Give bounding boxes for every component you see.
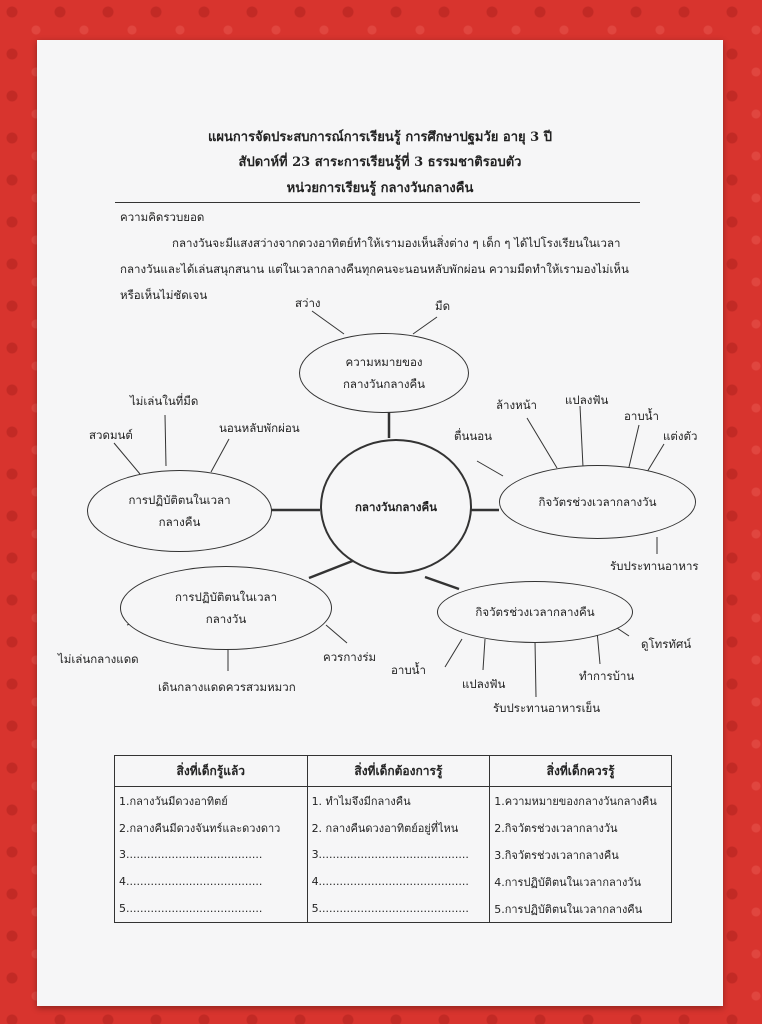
leaf-eat-meal: รับประทานอาหาร	[610, 559, 699, 573]
header-known: สิ่งที่เด็กรู้แล้ว	[115, 756, 308, 787]
leaf-wash-face: ล้างหน้า	[496, 398, 538, 412]
table-cell: 3...........................................	[307, 841, 490, 868]
center-topic	[320, 439, 472, 574]
header-want-to-know: สิ่งที่เด็กต้องการรู้	[307, 756, 490, 787]
table-row	[115, 868, 672, 895]
table-cell: 4.การปฏิบัติตนในเวลากลางวัน	[490, 868, 672, 895]
table-row	[115, 895, 672, 923]
table-cell: 1. ทำไมจึงมีกลางคืน	[307, 787, 490, 815]
table-cell: 2.กลางคืนมีดวงจันทร์และดวงดาว	[115, 814, 308, 841]
table-cell: 1.ความหมายของกลางวันกลางคืน	[490, 787, 672, 815]
week-subtitle: สัปดาห์ที่ 23 สาระการเรียนรู้ที่ 3 ธรรมชาติรอบตัว	[238, 155, 522, 170]
kwl-table	[114, 755, 672, 923]
leaf-no-play-dark: ไม่เล่นในที่มืด	[130, 394, 199, 408]
leaf-bright: สว่าง	[295, 296, 321, 310]
node-day-practice-line1: การปฏิบัติตนในเวลา	[174, 590, 278, 604]
node-day-activities-label: กิจวัตรช่วงเวลากลางวัน	[538, 495, 657, 509]
leaf-wake-up: ตื่นนอน	[454, 429, 492, 443]
unit-title: หน่วยการเรียนรู้ กลางวันกลางคืน	[286, 181, 474, 196]
node-night-activities	[437, 581, 633, 643]
leaf-homework: ทำการบ้าน	[579, 669, 635, 683]
table-row	[115, 787, 672, 815]
table-cell: 2.กิจวัตรช่วงเวลากลางวัน	[490, 814, 672, 841]
document-page	[37, 40, 723, 1006]
table-cell: 2. กลางคืนดวงอาทิตย์อยู่ที่ไหน	[307, 814, 490, 841]
center-topic-label: กลางวันกลางคืน	[354, 499, 438, 514]
plan-title: แผนการจัดประสบการณ์การเรียนรู้ การศึกษาปฐมวัย อายุ 3 ปี	[208, 130, 552, 145]
node-meaning	[299, 333, 469, 413]
leaf-sleep-rest: นอนหลับพักผ่อน	[219, 421, 300, 435]
leaf-use-umbrella: ควรกางร่ม	[323, 650, 377, 664]
table-cell: 3.......................................	[115, 841, 308, 868]
table-cell: 3.กิจวัตรช่วงเวลากลางคืน	[490, 841, 672, 868]
table-cell: 5...........................................	[307, 895, 490, 923]
leaf-dark: มืด	[435, 299, 451, 313]
node-day-activities	[499, 465, 696, 539]
leaf-bath-night: อาบน้ำ	[391, 663, 426, 677]
leaf-get-dressed: แต่งตัว	[663, 429, 698, 443]
leaf-brush-teeth-day: แปลงฟัน	[565, 393, 609, 407]
node-night-practice	[87, 470, 272, 552]
leaf-no-play-sun: ไม่เล่นกลางแดด	[58, 652, 139, 666]
table-cell: 5.การปฏิบัติตนในเวลากลางคืน	[490, 895, 672, 923]
node-meaning-line2: กลางวันกลางคืน	[342, 377, 426, 391]
table-row	[115, 814, 672, 841]
node-night-activities-label: กิจวัตรช่วงเวลากลางคืน	[475, 605, 595, 619]
node-night-practice-line2: กลางคืน	[158, 515, 201, 529]
leaf-watch-tv: ดูโทรทัศน์	[641, 637, 692, 651]
table-cell: 5.......................................	[115, 895, 308, 923]
node-meaning-line1: ความหมายของ	[345, 355, 423, 369]
node-day-practice-line2: กลางวัน	[205, 612, 247, 626]
concept-line-3: หรือเห็นไม่ชัดเจน	[120, 288, 208, 302]
leaf-pray: สวดมนต์	[89, 428, 133, 442]
node-day-practice	[120, 566, 332, 650]
leaf-wear-hat: เดินกลางแดดควรสวมหมวก	[158, 680, 296, 694]
kwl-header-row	[115, 756, 672, 787]
concept-line-2: กลางวันและได้เล่นสนุกสนาน แต่ในเวลากลางคืนทุกคนจะนอนหลับพักผ่อน ความมืดทำให้เรามองไม่เห็น	[120, 262, 629, 276]
header-should-know: สิ่งที่เด็กควรรู้	[490, 756, 672, 787]
table-cell: 1.กลางวันมีดวงอาทิตย์	[115, 787, 308, 815]
leaf-bath-day: อาบน้ำ	[624, 409, 659, 423]
leaf-brush-teeth-night: แปลงฟัน	[462, 677, 506, 691]
table-cell: 4.......................................	[115, 868, 308, 895]
table-row	[115, 841, 672, 868]
leaf-dinner: รับประทานอาหารเย็น	[493, 701, 601, 715]
node-night-practice-line1: การปฏิบัติตนในเวลา	[128, 493, 231, 507]
concept-line-1: กลางวันจะมีแสงสว่างจากดวงอาทิตย์ทำให้เรามองเห็นสิ่งต่าง ๆ เด็ก ๆ ได้ไปโรงเรียนในเวลา	[172, 236, 621, 250]
table-cell: 4...........................................	[307, 868, 490, 895]
concept-heading: ความคิดรวบยอด	[120, 210, 205, 224]
